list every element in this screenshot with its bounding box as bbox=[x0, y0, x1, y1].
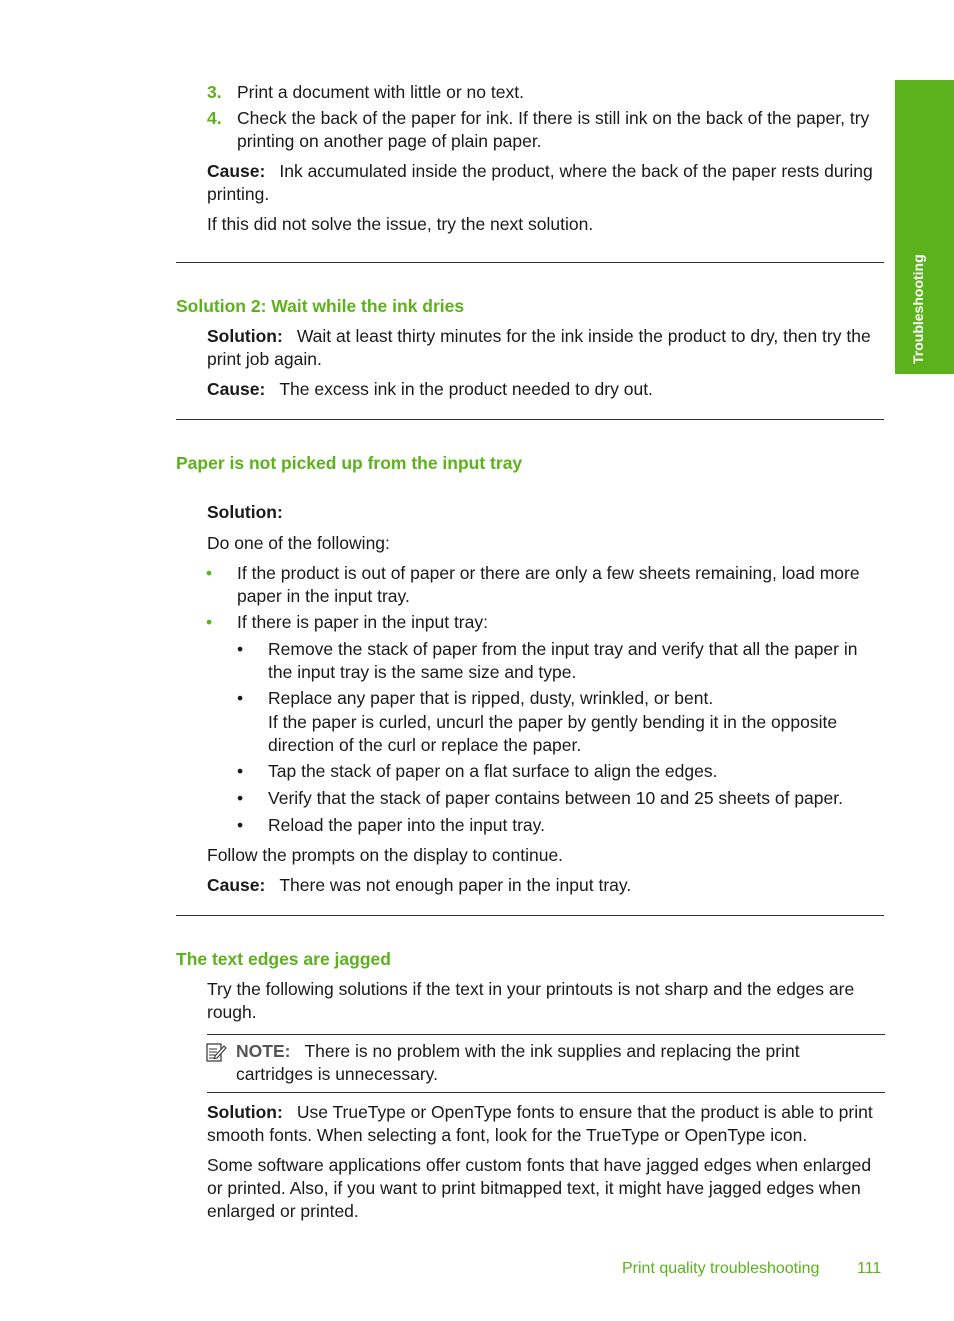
solution-label: Solution: bbox=[207, 502, 283, 522]
solution-label: Solution: bbox=[207, 326, 283, 346]
solution-paragraph bbox=[207, 1101, 885, 1147]
sub-bullet-marker: • bbox=[237, 788, 244, 808]
next-solution-text: If this did not solve the issue, try the next solution. bbox=[207, 214, 594, 234]
cause-label: Cause: bbox=[207, 161, 266, 181]
note-paragraph bbox=[236, 1040, 856, 1086]
solution-paragraph bbox=[207, 325, 885, 371]
extra-paragraph: Some software applications offer custom fonts that have jagged edges when enlarged or printed. Also, if you want to print bitmapped text, it might have jagged edges when enlarged or printed. bbox=[207, 1155, 872, 1221]
sub-bullet-marker: • bbox=[237, 639, 244, 659]
sub-list-item: Verify that the stack of paper contains between 10 and 25 sheets of paper. bbox=[268, 788, 843, 808]
note-label: NOTE: bbox=[236, 1041, 291, 1061]
note-top-rule bbox=[207, 1034, 885, 1035]
sub-list-item: Remove the stack of paper from the input tray and verify that all the paper in the input tray is the same size and type. bbox=[268, 639, 858, 682]
cause-label: Cause: bbox=[207, 379, 266, 399]
cause-label: Cause: bbox=[207, 875, 266, 895]
cause-paragraph bbox=[207, 160, 885, 206]
follow-text: Follow the prompts on the display to continue. bbox=[207, 845, 564, 865]
solution-text: Wait at least thirty minutes for the ink inside the product to dry, then try the print job again. bbox=[207, 326, 871, 369]
cause-text: The excess ink in the product needed to dry out. bbox=[279, 379, 653, 399]
note-icon bbox=[205, 1041, 227, 1063]
cause-text: There was not enough paper in the input tray. bbox=[279, 875, 632, 895]
footer-section-title: Print quality troubleshooting bbox=[622, 1260, 820, 1277]
step-text: Print a document with little or no text. bbox=[237, 82, 524, 102]
bullet-marker: • bbox=[206, 563, 213, 583]
note-text: There is no problem with the ink supplies and replacing the print cartridges is unnecessary. bbox=[236, 1041, 800, 1084]
intro-text: Try the following solutions if the text in your printouts is not sharp and the edges are rough. bbox=[207, 979, 855, 1022]
sub-bullet-marker: • bbox=[237, 761, 244, 781]
sub-bullet-marker: • bbox=[237, 688, 244, 708]
section-divider bbox=[176, 419, 884, 420]
cause-text: Ink accumulated inside the product, where the back of the paper rests during printing. bbox=[207, 161, 873, 204]
sub-list-item-continuation: If the paper is curled, uncurl the paper by gently bending it in the opposite direction of the curl or replace the paper. bbox=[268, 712, 838, 755]
step-number: 3. bbox=[207, 82, 222, 102]
sub-list-item: Reload the paper into the input tray. bbox=[268, 815, 545, 835]
intro-text: Do one of the following: bbox=[207, 533, 390, 553]
sub-list-item: Tap the stack of paper on a flat surface to align the edges. bbox=[268, 761, 718, 781]
section-heading: Paper is not picked up from the input tray bbox=[176, 453, 523, 473]
cause-paragraph bbox=[207, 378, 885, 401]
section-divider bbox=[176, 915, 884, 916]
solution-text: Use TrueType or OpenType fonts to ensure that the product is able to print smooth fonts. When selecting a font, look for the TrueType or OpenType icon. bbox=[207, 1102, 873, 1145]
note-bottom-rule bbox=[207, 1092, 885, 1093]
section-heading: The text edges are jagged bbox=[176, 949, 391, 969]
cause-paragraph bbox=[207, 874, 885, 897]
list-item: If there is paper in the input tray: bbox=[237, 612, 488, 632]
sub-list-item: Replace any paper that is ripped, dusty, wrinkled, or bent. bbox=[268, 688, 714, 708]
step-number: 4. bbox=[207, 108, 222, 128]
step-text: Check the back of the paper for ink. If there is still ink on the back of the paper, try printing on another page of plain paper. bbox=[237, 108, 870, 151]
sub-bullet-marker: • bbox=[237, 815, 244, 835]
solution-label: Solution: bbox=[207, 1102, 283, 1122]
section-heading: Solution 2: Wait while the ink dries bbox=[176, 296, 465, 316]
footer-page-number: 111 bbox=[857, 1260, 882, 1277]
section-divider bbox=[176, 262, 884, 263]
side-tab-label: Troubleshooting bbox=[910, 254, 926, 364]
bullet-marker: • bbox=[206, 612, 213, 632]
list-item: If the product is out of paper or there are only a few sheets remaining, load more paper in the input tray. bbox=[237, 563, 860, 606]
